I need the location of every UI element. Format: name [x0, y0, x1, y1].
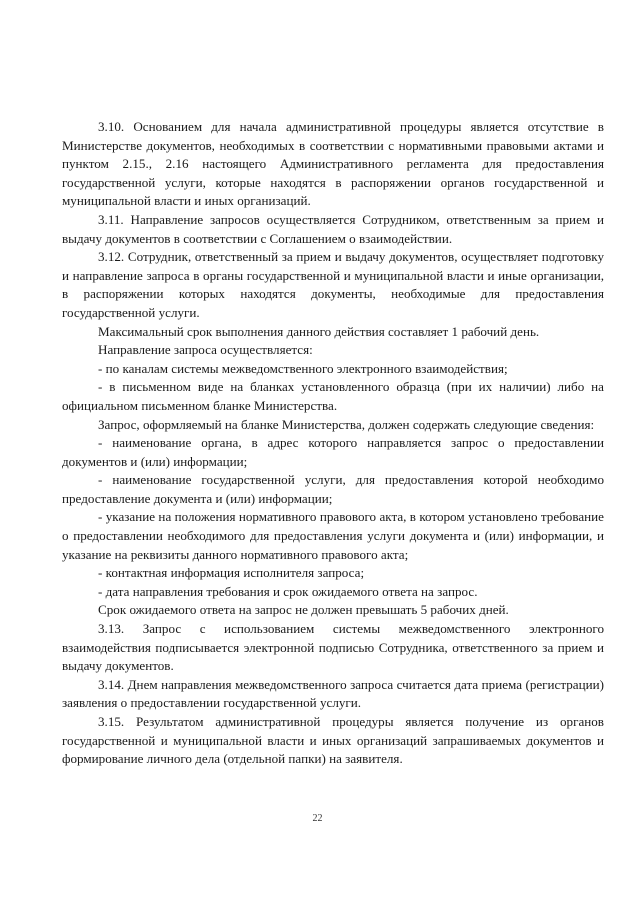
- paragraph-3-11: 3.11. Направление запросов осуществляется Сотрудником, ответственным за прием и выдачу документов в соответствии с Соглашением о взаимодействии.: [62, 211, 604, 246]
- list-item-authority-name: - наименование органа, в адрес которого направляется запрос о предоставлении документов и (или) информации;: [62, 435, 604, 469]
- paragraph-request-direction: Направление запроса осуществляется:: [98, 342, 313, 358]
- list-item-contact-info: - контактная информация исполнителя запроса;: [98, 565, 365, 581]
- document-body: [62, 118, 604, 769]
- paragraph-request-content: Запрос, оформляемый на бланке Министерства, должен содержать следующие сведения:: [98, 416, 595, 432]
- page-number: 22: [312, 813, 323, 824]
- paragraph-3-12: 3.12. Сотрудник, ответственный за прием и выдачу документов, осуществляет подготовку и направление запроса в органы государственной и муниципальной власти и иные организации, в распоряжении которых находятся документы, необходимые для предоставления государственной услуги.: [62, 249, 604, 320]
- list-item-electronic-channel: - по каналам системы межведомственного электронного взаимодействия;: [98, 360, 508, 376]
- list-item-legal-act: - указание на положения нормативного правового акта, в котором установлено требование о предоставлении необходимого для предоставления услуги документа и (или) информации, и указание на реквизиты данного нормативного правового акта;: [62, 509, 604, 562]
- paragraph-3-15: 3.15. Результатом административной процедуры является получение из органов государственной и муниципальной власти и иных организаций запрашиваемых документов и формирование личного дела (отдельной папки) на заявителя.: [62, 714, 604, 767]
- list-item-written-form: - в письменном виде на бланках установленного образца (при их наличии) либо на официальном письменном бланке Министерства.: [62, 379, 604, 413]
- paragraph-max-term: Максимальный срок выполнения данного действия составляет 1 рабочий день.: [98, 323, 540, 339]
- list-item-service-name: - наименование государственной услуги, для предоставления которой необходимо предоставление документа и (или) информации;: [62, 472, 604, 506]
- paragraph-3-10: 3.10. Основанием для начала административной процедуры является отсутствие в Министерстве документов, необходимых в соответствии с нормативными правовыми актами и пунктом 2.15., 2.16 настоящего Административного регламента для предоставления государственной услуги, которые находятся в распоряжении органов государственной и муниципальной власти и иных организаций.: [62, 119, 604, 209]
- paragraph-3-14: 3.14. Днем направления межведомственного запроса считается дата приема (регистрации) заявления о предоставлении государственной услуги.: [62, 676, 604, 711]
- paragraph-response-term: Срок ожидаемого ответа на запрос не должен превышать 5 рабочих дней.: [98, 602, 509, 618]
- list-item-date-term: - дата направления требования и срок ожидаемого ответа на запрос.: [98, 583, 478, 599]
- paragraph-3-13: 3.13. Запрос с использованием системы межведомственного электронного взаимодействия подписывается электронной подписью Сотрудника, ответственного за прием и выдачу документов.: [62, 621, 604, 674]
